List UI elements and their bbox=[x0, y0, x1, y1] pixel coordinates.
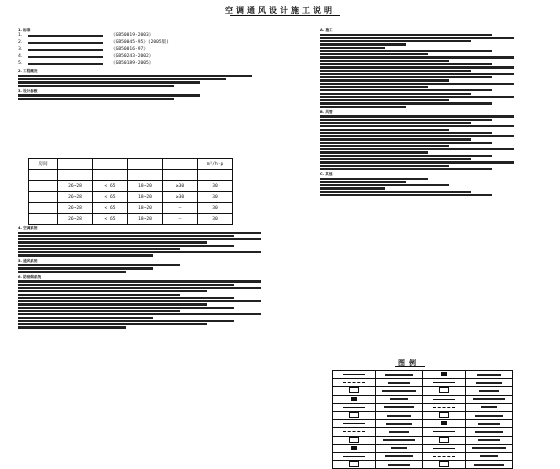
legend-row bbox=[333, 444, 513, 452]
table-cell: < 65 bbox=[93, 181, 128, 192]
text-line bbox=[320, 106, 406, 108]
table-cell: < 65 bbox=[93, 203, 128, 214]
legend-symbol-icon bbox=[441, 372, 447, 376]
legend-row bbox=[333, 428, 513, 436]
legend-text-redacted bbox=[478, 423, 500, 425]
text-line bbox=[18, 267, 153, 269]
standard-item bbox=[18, 39, 278, 46]
text-line bbox=[18, 232, 261, 234]
legend-row bbox=[333, 379, 513, 387]
legend-symbol-cell bbox=[333, 403, 376, 411]
table-cell: — bbox=[163, 214, 198, 225]
text-line bbox=[320, 129, 449, 131]
text-line bbox=[18, 307, 234, 309]
standard-number: 5. bbox=[18, 60, 23, 66]
legend-text-redacted bbox=[385, 455, 413, 457]
sheet-title: 空调通风设计施工说明 bbox=[225, 6, 335, 15]
standard-name-redacted bbox=[28, 49, 103, 51]
legend-table bbox=[332, 370, 513, 469]
legend-symbol-icon bbox=[439, 437, 449, 443]
text-line bbox=[18, 98, 174, 100]
legend-text-redacted bbox=[385, 374, 413, 376]
legend-text-redacted bbox=[475, 415, 503, 417]
legend-symbol-cell bbox=[333, 411, 376, 419]
legend-text-redacted bbox=[384, 406, 414, 408]
text-line bbox=[320, 155, 492, 157]
legend-row bbox=[333, 387, 513, 395]
standard-code: 《GB50016-97》 bbox=[111, 46, 148, 52]
text-line bbox=[320, 37, 514, 39]
legend-symbol-cell bbox=[423, 428, 466, 436]
legend-symbol-cell bbox=[423, 403, 466, 411]
standard-item bbox=[18, 46, 278, 53]
text-line bbox=[320, 161, 514, 163]
section-standards-heading: 1. 标准 bbox=[18, 28, 31, 32]
text-line bbox=[320, 60, 449, 62]
legend-text-redacted bbox=[474, 464, 504, 466]
legend-row bbox=[333, 371, 513, 379]
table-cell bbox=[58, 170, 93, 181]
standard-code: 《GB50019-2003》 bbox=[111, 32, 154, 38]
text-line bbox=[320, 79, 449, 81]
legend-symbol-icon bbox=[343, 456, 365, 457]
text-line bbox=[320, 63, 492, 65]
legend-description-cell bbox=[466, 420, 513, 428]
legend-symbol-cell bbox=[333, 428, 376, 436]
text-line bbox=[320, 184, 449, 186]
legend-symbol-icon bbox=[439, 461, 449, 467]
standard-code: 《GB50045-95》(2005版) bbox=[111, 39, 170, 45]
legend-symbol-cell bbox=[423, 420, 466, 428]
table-cell: ≥30 bbox=[163, 192, 198, 203]
table-cell: < 65 bbox=[93, 214, 128, 225]
table-cell bbox=[29, 192, 58, 203]
section-overview-heading: 2. 工程概况 bbox=[18, 69, 38, 74]
table-cell bbox=[29, 170, 58, 181]
standard-name-redacted bbox=[28, 42, 103, 44]
text-line bbox=[320, 70, 471, 72]
text-line bbox=[18, 81, 200, 83]
text-line bbox=[320, 148, 514, 150]
table-row bbox=[29, 192, 233, 203]
text-line bbox=[18, 280, 261, 282]
text-line bbox=[18, 254, 153, 256]
standard-number: 1. bbox=[18, 32, 23, 38]
legend-symbol-icon bbox=[433, 399, 455, 400]
standard-number: 2. bbox=[18, 39, 23, 45]
legend-symbol-cell bbox=[423, 444, 466, 452]
text-line bbox=[18, 238, 261, 240]
legend-text-redacted bbox=[473, 398, 505, 400]
design-parameter-table bbox=[28, 158, 233, 225]
table-cell bbox=[93, 170, 128, 181]
text-line bbox=[320, 56, 514, 58]
table-header-cell bbox=[58, 159, 93, 170]
text-line bbox=[320, 168, 492, 170]
text-line bbox=[320, 187, 385, 189]
legend-description-cell bbox=[376, 371, 423, 379]
section-duct-heading: B. 风管 bbox=[320, 109, 333, 114]
section-ac-heading: 4. 空调系统 bbox=[18, 226, 38, 230]
table-row bbox=[29, 181, 233, 192]
legend-symbol-icon bbox=[439, 412, 449, 418]
legend-text-redacted bbox=[478, 439, 500, 441]
table-cell: ≥30 bbox=[163, 181, 198, 192]
text-line bbox=[320, 66, 514, 68]
table-cell bbox=[198, 170, 233, 181]
text-line bbox=[18, 245, 234, 247]
text-line bbox=[18, 300, 261, 302]
legend-symbol-icon bbox=[433, 448, 455, 449]
section-smoke-heading: 6. 防排烟系统 bbox=[18, 274, 42, 279]
legend-text-redacted bbox=[390, 398, 408, 400]
legend-text-redacted bbox=[477, 374, 501, 376]
legend-symbol-cell bbox=[423, 452, 466, 460]
table-header-cell: m³/h·p bbox=[198, 159, 233, 170]
standard-item bbox=[18, 53, 278, 60]
legend-symbol-icon bbox=[433, 407, 455, 408]
text-line bbox=[320, 135, 514, 137]
section-params-heading: 3. 设计参数 bbox=[18, 88, 38, 93]
legend-text-redacted bbox=[475, 431, 503, 433]
legend-description-cell bbox=[466, 371, 513, 379]
text-line bbox=[18, 287, 261, 289]
text-line bbox=[18, 85, 174, 87]
legend-text-redacted bbox=[480, 455, 498, 457]
legend-symbol-cell bbox=[333, 420, 376, 428]
legend-row bbox=[333, 452, 513, 460]
table-cell: < 65 bbox=[93, 192, 128, 203]
legend-description-cell bbox=[466, 395, 513, 403]
table-row bbox=[29, 170, 233, 181]
text-line bbox=[320, 96, 514, 98]
table-cell bbox=[29, 181, 58, 192]
table-cell: 18~20 bbox=[128, 203, 163, 214]
table-header-cell: 房间 bbox=[29, 159, 58, 170]
text-line bbox=[18, 313, 261, 315]
legend-text-redacted bbox=[383, 439, 415, 441]
legend-text-redacted bbox=[382, 390, 416, 392]
legend-symbol-icon bbox=[441, 421, 447, 425]
text-line bbox=[18, 290, 207, 292]
legend-description-cell bbox=[466, 387, 513, 395]
text-line bbox=[320, 73, 514, 75]
text-line bbox=[320, 165, 449, 167]
standard-item bbox=[18, 60, 278, 67]
text-line bbox=[18, 248, 180, 250]
text-line bbox=[320, 34, 492, 36]
text-line bbox=[320, 83, 514, 85]
legend-description-cell bbox=[376, 428, 423, 436]
table-header-cell bbox=[93, 159, 128, 170]
legend-symbol-cell bbox=[423, 387, 466, 395]
text-line bbox=[320, 99, 449, 101]
table-cell: 30 bbox=[198, 192, 233, 203]
legend-description-cell bbox=[376, 436, 423, 444]
text-line bbox=[18, 303, 207, 305]
text-line bbox=[320, 47, 385, 49]
text-line bbox=[320, 132, 492, 134]
legend-description-cell bbox=[376, 379, 423, 387]
legend-text-redacted bbox=[481, 406, 497, 408]
text-line bbox=[320, 138, 471, 140]
legend-symbol-cell bbox=[423, 371, 466, 379]
legend-row bbox=[333, 411, 513, 419]
legend-description-cell bbox=[376, 444, 423, 452]
legend-description-cell bbox=[466, 452, 513, 460]
legend-symbol-cell bbox=[333, 444, 376, 452]
text-line bbox=[320, 43, 406, 45]
legend-symbol-icon bbox=[349, 437, 359, 443]
text-line bbox=[320, 191, 471, 193]
table-cell: 26~28 bbox=[58, 214, 93, 225]
text-line bbox=[18, 320, 234, 322]
table-cell bbox=[128, 170, 163, 181]
section-install-heading: A. 施工 bbox=[320, 28, 333, 32]
table-header-cell bbox=[163, 159, 198, 170]
legend-text-redacted bbox=[391, 447, 407, 449]
table-cell: 26~28 bbox=[58, 192, 93, 203]
legend-description-cell bbox=[376, 411, 423, 419]
legend-description-cell bbox=[376, 452, 423, 460]
legend-row bbox=[333, 436, 513, 444]
table-row bbox=[29, 203, 233, 214]
legend-symbol-icon bbox=[351, 397, 357, 401]
text-line bbox=[320, 89, 492, 91]
text-line bbox=[18, 310, 180, 312]
table-cell bbox=[29, 214, 58, 225]
table-cell: 26~28 bbox=[58, 181, 93, 192]
legend-description-cell bbox=[466, 436, 513, 444]
standard-code: 《GB50189-2005》 bbox=[111, 60, 154, 66]
standard-code: 《GB50243-2002》 bbox=[111, 53, 154, 59]
legend-description-cell bbox=[376, 387, 423, 395]
legend-symbol-icon bbox=[343, 407, 365, 408]
legend-symbol-cell bbox=[333, 452, 376, 460]
legend-row bbox=[333, 420, 513, 428]
text-line bbox=[320, 158, 471, 160]
text-line bbox=[320, 178, 428, 180]
legend-symbol-icon bbox=[343, 431, 365, 432]
legend-text-redacted bbox=[388, 382, 410, 384]
legend-symbol-cell bbox=[333, 436, 376, 444]
text-line bbox=[320, 50, 492, 52]
table-cell: — bbox=[163, 203, 198, 214]
table-row bbox=[29, 214, 233, 225]
legend-symbol-icon bbox=[343, 374, 365, 375]
text-line bbox=[18, 294, 180, 296]
legend-description-cell bbox=[376, 395, 423, 403]
legend-text-redacted bbox=[387, 415, 411, 417]
table-cell: 26~28 bbox=[58, 203, 93, 214]
text-line bbox=[320, 194, 492, 196]
legend-symbol-icon bbox=[349, 387, 359, 393]
legend-description-cell bbox=[466, 403, 513, 411]
legend-description-cell bbox=[466, 411, 513, 419]
legend-text-redacted bbox=[389, 431, 409, 433]
left-column-lower bbox=[18, 224, 288, 330]
text-line bbox=[320, 102, 492, 104]
text-line bbox=[320, 122, 471, 124]
legend-symbol-cell bbox=[423, 395, 466, 403]
legend-description-cell bbox=[466, 428, 513, 436]
text-line bbox=[18, 235, 234, 237]
text-line bbox=[320, 40, 471, 42]
legend-symbol-icon bbox=[439, 387, 449, 393]
legend-title-underline bbox=[395, 366, 425, 367]
legend-symbol-icon bbox=[433, 382, 455, 383]
legend-text-redacted bbox=[476, 382, 502, 384]
legend-description-cell bbox=[376, 403, 423, 411]
legend-symbol-icon bbox=[343, 423, 365, 424]
text-line bbox=[320, 145, 449, 147]
legend-row bbox=[333, 395, 513, 403]
legend-text-redacted bbox=[472, 447, 506, 449]
table-cell: 18~20 bbox=[128, 192, 163, 203]
legend-description-cell bbox=[376, 420, 423, 428]
table-cell: 18~20 bbox=[128, 214, 163, 225]
text-line bbox=[320, 93, 471, 95]
legend-description-cell bbox=[466, 379, 513, 387]
table-cell: 30 bbox=[198, 203, 233, 214]
title-underline bbox=[230, 15, 340, 16]
standards-list bbox=[18, 32, 278, 67]
text-line bbox=[18, 75, 252, 77]
text-line bbox=[18, 271, 126, 273]
legend-description-cell bbox=[466, 444, 513, 452]
legend-symbol-cell bbox=[333, 379, 376, 387]
text-line bbox=[320, 76, 492, 78]
text-line bbox=[320, 151, 428, 153]
table-cell: 30 bbox=[198, 181, 233, 192]
standard-name-redacted bbox=[28, 35, 103, 37]
legend-text-redacted bbox=[479, 390, 499, 392]
table-cell: 30 bbox=[198, 214, 233, 225]
text-line bbox=[320, 53, 428, 55]
legend-text-redacted bbox=[386, 423, 412, 425]
standard-number: 4. bbox=[18, 53, 23, 59]
text-line bbox=[18, 284, 234, 286]
section-vent-heading: 5. 通风系统 bbox=[18, 258, 38, 263]
right-column bbox=[320, 26, 535, 197]
legend-symbol-icon bbox=[351, 446, 357, 450]
text-line bbox=[18, 94, 200, 96]
legend-symbol-icon bbox=[349, 461, 359, 467]
legend-symbol-cell bbox=[333, 395, 376, 403]
text-line bbox=[320, 125, 514, 127]
legend-symbol-cell bbox=[333, 387, 376, 395]
legend-symbol-cell bbox=[423, 379, 466, 387]
text-line bbox=[320, 142, 492, 144]
text-line bbox=[18, 78, 226, 80]
text-line bbox=[18, 251, 261, 253]
legend-symbol-icon bbox=[433, 456, 455, 457]
section-other-heading: C. 其他 bbox=[320, 172, 333, 177]
text-line bbox=[320, 119, 492, 121]
legend-row bbox=[333, 403, 513, 411]
legend-symbol-icon bbox=[343, 382, 365, 383]
table-cell bbox=[163, 170, 198, 181]
text-line bbox=[18, 326, 126, 328]
standard-item bbox=[18, 32, 278, 39]
table-header-cell bbox=[128, 159, 163, 170]
text-line bbox=[18, 323, 207, 325]
text-line bbox=[320, 86, 428, 88]
legend-symbol-icon bbox=[433, 431, 455, 432]
legend-symbol-cell bbox=[333, 371, 376, 379]
text-line bbox=[320, 181, 406, 183]
legend-text-redacted bbox=[388, 464, 410, 466]
legend-symbol-icon bbox=[349, 412, 359, 418]
legend-symbol-cell bbox=[423, 411, 466, 419]
table-header-row bbox=[29, 159, 233, 170]
text-line bbox=[320, 115, 514, 117]
standard-name-redacted bbox=[28, 56, 103, 58]
standard-number: 3. bbox=[18, 46, 23, 52]
text-line bbox=[18, 264, 180, 266]
left-column bbox=[18, 26, 278, 101]
text-line bbox=[18, 297, 234, 299]
legend-title: 图例 bbox=[398, 359, 420, 367]
text-line bbox=[18, 317, 153, 319]
standard-name-redacted bbox=[28, 63, 103, 65]
table-cell bbox=[29, 203, 58, 214]
legend-symbol-cell bbox=[423, 436, 466, 444]
text-line bbox=[18, 241, 207, 243]
table-cell: 18~20 bbox=[128, 181, 163, 192]
